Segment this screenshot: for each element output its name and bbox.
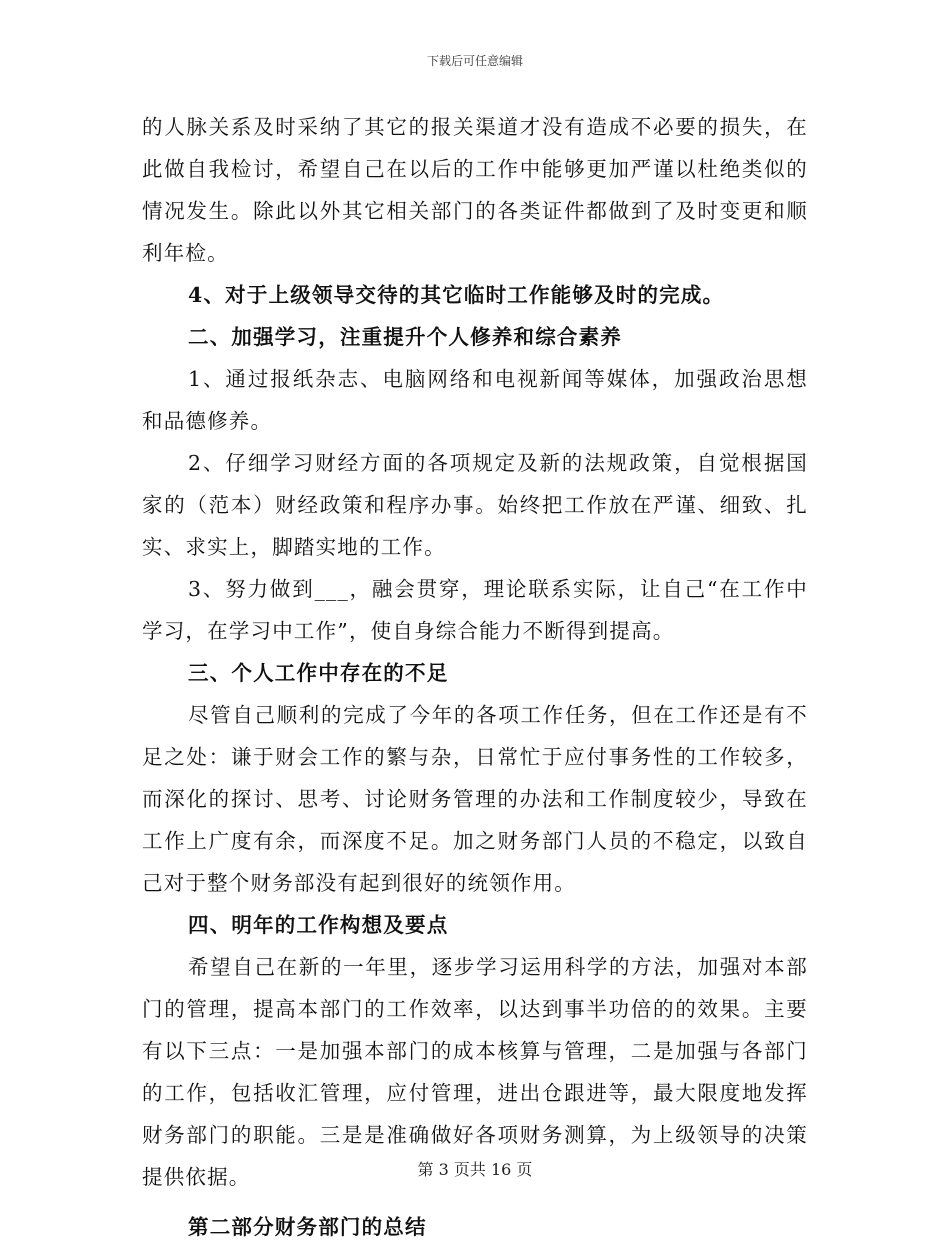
section-2-heading: 二、加强学习，注重提升个人修养和综合素养 — [188, 325, 622, 349]
item-4-heading: 4、对于上级领导交待的其它临时工作能够及时的完成。 — [188, 283, 725, 307]
section-2-item-2: 2、仔细学习财经方面的各项规定及新的法规政策，自觉根据国家的（范本）财经政策和程序办事。始终把工作放在严谨、细致、扎实、求实上，脚踏实地的工作。 — [142, 451, 808, 559]
section-2-item-1: 1、通过报纸杂志、电脑网络和电视新闻等媒体，加强政治思想和品德修养。 — [142, 367, 808, 433]
document-body — [142, 106, 808, 1248]
section-4-heading: 四、明年的工作构想及要点 — [188, 913, 449, 937]
section-3-paragraph: 尽管自己顺利的完成了今年的各项工作任务，但在工作还是有不足之处：谦于财会工作的繁与杂，日常忙于应付事务性的工作较多，而深化的探讨、思考、讨论财务管理的办法和工作制度较少，导致在工作上广度有余，而深度不足。加之财务部门人员的不稳定，以致自己对于整个财务部没有起到很好的统领作用。 — [142, 703, 808, 895]
page-header: 下载后可任意编辑 — [426, 54, 523, 68]
section-4-paragraph: 希望自己在新的一年里，逐步学习运用科学的方法，加强对本部门的管理，提高本部门的工作效率，以达到事半功倍的的效果。主要有以下三点：一是加强本部门的成本核算与管理，二是加强与各部门的工作，包括收汇管理，应付管理，进出仓跟进等，最大限度地发挥财务部门的职能。三是是准确做好各项财务测算，为上级领导的决策提供依据。 — [142, 955, 808, 1189]
paragraph-continuation: 的人脉关系及时采纳了其它的报关渠道才没有造成不必要的损失，在此做自我检讨，希望自己在以后的工作中能够更加严谨以杜绝类似的情况发生。除此以外其它相关部门的各类证件都做到了及时变更和顺利年检。 — [142, 115, 808, 265]
section-3-heading: 三、个人工作中存在的不足 — [188, 661, 449, 685]
page-number: 第 3 页共 16 页 — [417, 1160, 533, 1179]
part-2-heading: 第二部分财务部门的总结 — [188, 1215, 427, 1239]
section-2-item-3: 3、努力做到___，融会贯穿，理论联系实际，让自己“在工作中学习，在学习中工作”，使自身综合能力不断得到提高。 — [142, 577, 808, 643]
